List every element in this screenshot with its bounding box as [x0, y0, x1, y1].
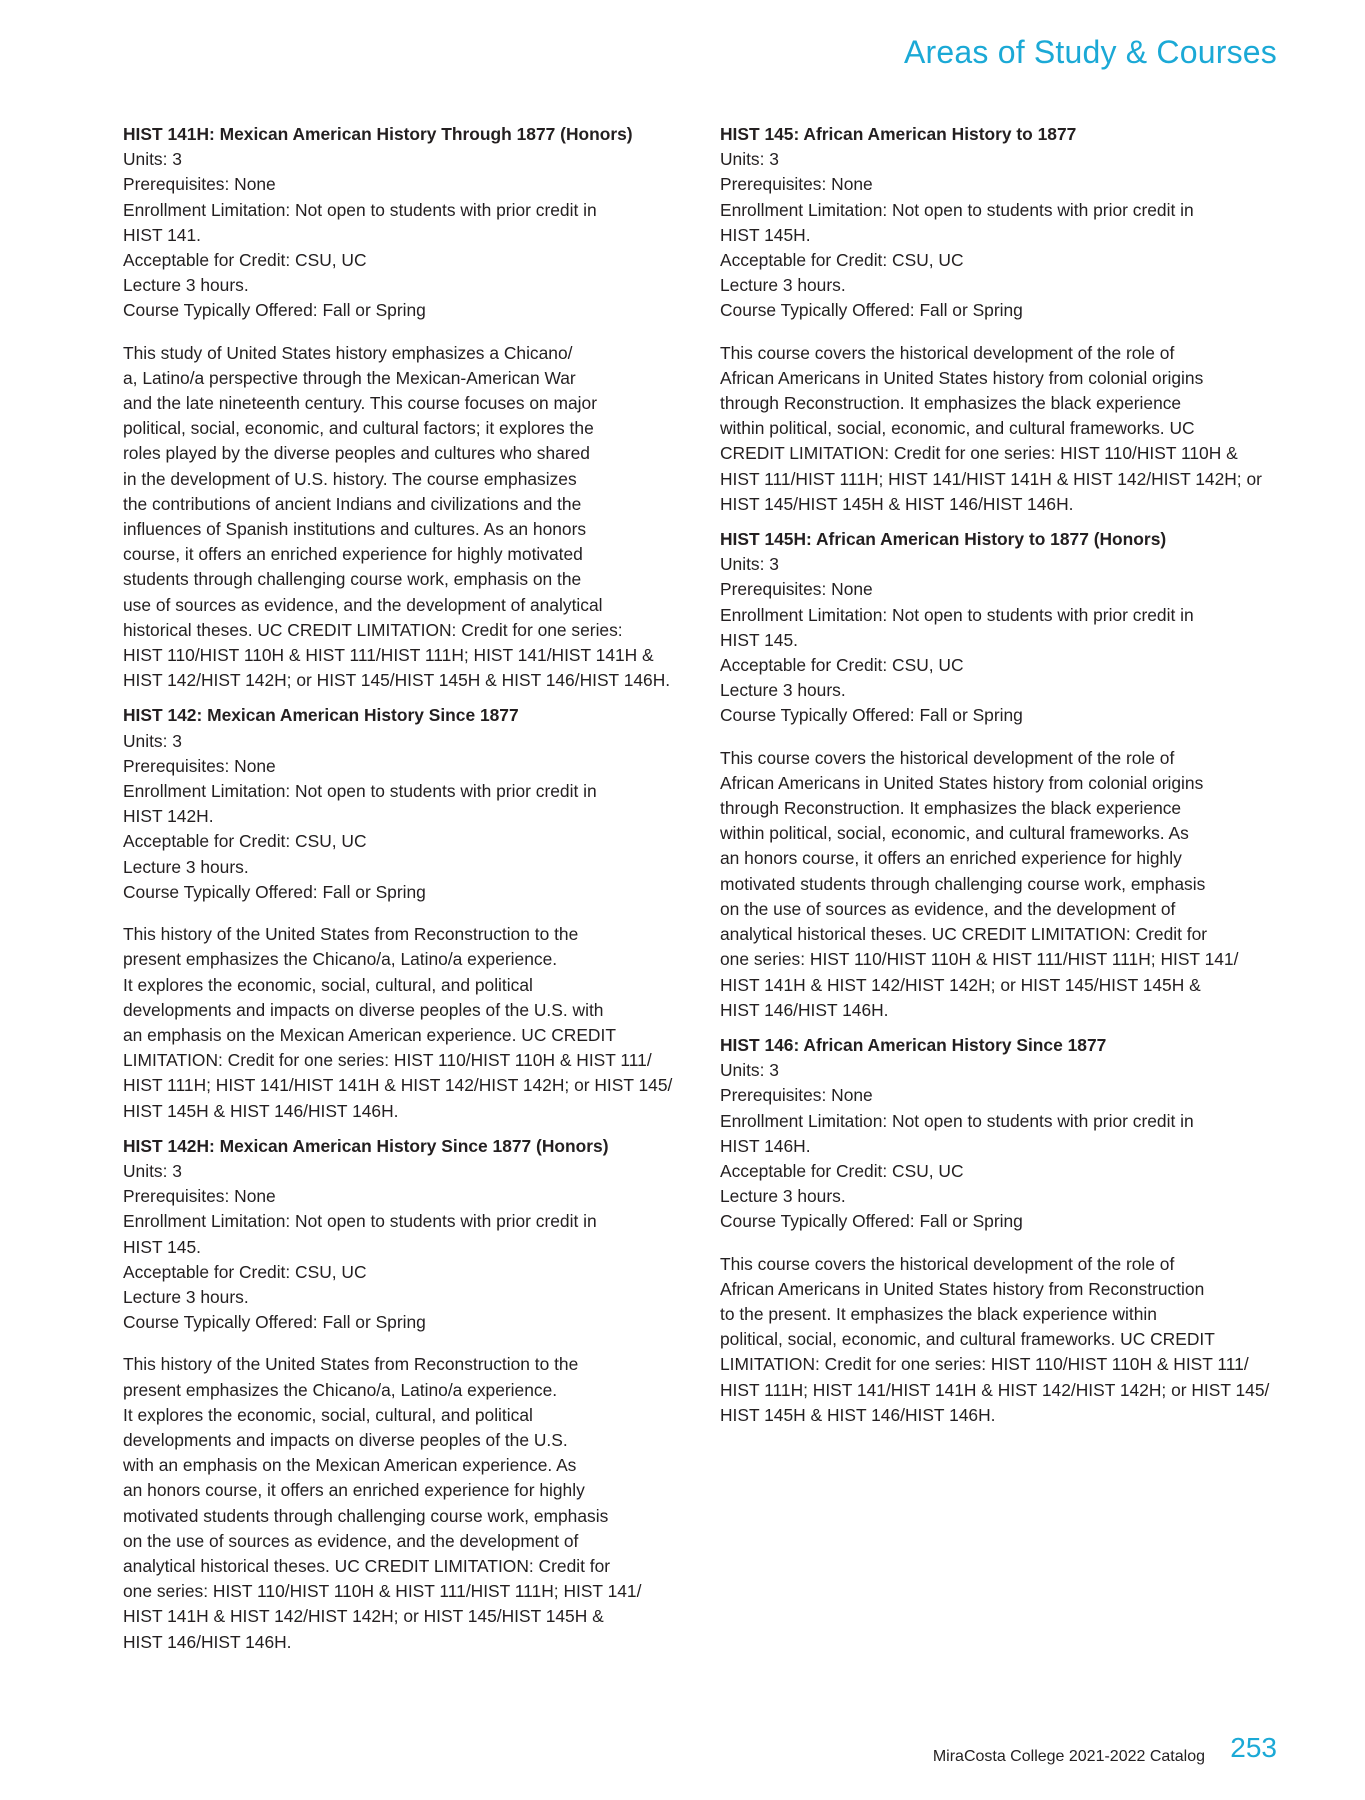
- course-description: [123, 922, 683, 1124]
- desc-line: This history of the United States from Reconstruction to the: [123, 924, 579, 945]
- right-column: [720, 122, 1280, 1438]
- desc-line: developments and impacts on diverse peoples of the U.S. with: [123, 999, 604, 1020]
- course-title: HIST 142: Mexican American History Since 1877: [123, 705, 519, 726]
- desc-line: and the late nineteenth century. This course focuses on major: [123, 393, 598, 414]
- course-prerequisites: Prerequisites: None: [720, 579, 873, 600]
- course-credit: Acceptable for Credit: CSU, UC: [123, 831, 367, 852]
- course-meta: [720, 1058, 1280, 1234]
- course-enrollment-limitation: Enrollment Limitation: Not open to students with prior credit in: [123, 199, 597, 220]
- desc-line: analytical historical theses. UC CREDIT LIMITATION: Credit for: [720, 924, 1208, 945]
- desc-line: political, social, economic, and cultural factors; it explores the: [123, 418, 594, 439]
- desc-line: through Reconstruction. It emphasizes the black experience: [720, 798, 1182, 819]
- desc-line: course, it offers an enriched experience for highly motivated: [123, 544, 583, 565]
- course-offered: Course Typically Offered: Fall or Spring: [123, 881, 426, 902]
- course-enrollment-limitation: Enrollment Limitation: Not open to students with prior credit in: [720, 604, 1194, 625]
- course-prerequisites: Prerequisites: None: [123, 755, 276, 776]
- course-title: HIST 141H: Mexican American History Through 1877 (Honors): [123, 124, 633, 144]
- course-credit: Acceptable for Credit: CSU, UC: [720, 250, 964, 271]
- course-lecture-hours: Lecture 3 hours.: [123, 856, 249, 877]
- desc-line: the contributions of ancient Indians and civilizations and the: [123, 493, 582, 514]
- desc-line: This study of United States history emphasizes a Chicano/: [123, 342, 573, 363]
- course-offered: Course Typically Offered: Fall or Spring: [123, 300, 426, 321]
- course-prerequisites: Prerequisites: None: [720, 1085, 873, 1106]
- desc-line: with an emphasis on the Mexican American experience. As: [123, 1455, 577, 1476]
- desc-line: motivated students through challenging course work, emphasis: [720, 873, 1206, 894]
- desc-line: an honors course, it offers an enriched experience for highly: [123, 1480, 585, 1501]
- page-header-title: Areas of Study & Courses: [904, 34, 1277, 70]
- desc-line: in the development of U.S. history. The course emphasizes: [123, 468, 577, 489]
- course-offered: Course Typically Offered: Fall or Spring: [720, 705, 1023, 726]
- course-prerequisites: Prerequisites: None: [123, 1186, 276, 1207]
- desc-line: within political, social, economic, and cultural frameworks. As: [720, 823, 1189, 844]
- desc-line: historical theses. UC CREDIT LIMITATION: Credit for one series:: [123, 619, 623, 640]
- desc-line: CREDIT LIMITATION: Credit for one series: HIST 110/HIST 110H &: [720, 443, 1238, 464]
- course-lecture-hours: Lecture 3 hours.: [720, 680, 846, 701]
- course-hist-145h: [720, 527, 1280, 1023]
- desc-line: on the use of sources as evidence, and the development of: [123, 1530, 579, 1551]
- course-lecture-hours: Lecture 3 hours.: [720, 1186, 846, 1207]
- course-lecture-hours: Lecture 3 hours.: [123, 1286, 249, 1307]
- course-offered: Course Typically Offered: Fall or Spring: [720, 300, 1023, 321]
- desc-line: HIST 145/HIST 145H & HIST 146/HIST 146H.: [720, 493, 1074, 514]
- desc-line: present emphasizes the Chicano/a, Latino/a experience.: [123, 1379, 558, 1400]
- course-credit: Acceptable for Credit: CSU, UC: [123, 1261, 367, 1282]
- desc-line: on the use of sources as evidence, and the development of: [720, 898, 1176, 919]
- course-description: [720, 341, 1280, 517]
- desc-line: an honors course, it offers an enriched experience for highly: [720, 848, 1182, 869]
- course-hist-142h: [123, 1134, 683, 1655]
- desc-line: HIST 111H; HIST 141/HIST 141H & HIST 142/HIST 142H; or HIST 145/: [123, 1075, 673, 1096]
- course-description: [123, 1352, 683, 1654]
- desc-line: political, social, economic, and cultural frameworks. UC CREDIT: [720, 1329, 1215, 1350]
- course-lecture-hours: Lecture 3 hours.: [123, 275, 249, 296]
- course-title: HIST 145H: African American History to 1877 (Honors): [720, 529, 1167, 550]
- desc-line: This course covers the historical development of the role of: [720, 342, 1175, 363]
- desc-line: to the present. It emphasizes the black experience within: [720, 1303, 1157, 1324]
- course-enrollment-limitation-cont: HIST 146H.: [720, 1135, 811, 1156]
- desc-line: HIST 111/HIST 111H; HIST 141/HIST 141H & HIST 142/HIST 142H; or: [720, 468, 1262, 489]
- desc-line: use of sources as evidence, and the development of analytical: [123, 594, 603, 615]
- desc-line: an emphasis on the Mexican American experience. UC CREDIT: [123, 1024, 616, 1045]
- course-enrollment-limitation-cont: HIST 145.: [720, 629, 798, 650]
- course-enrollment-limitation-cont: HIST 145.: [123, 1236, 201, 1257]
- course-credit: Acceptable for Credit: CSU, UC: [720, 655, 964, 676]
- desc-line: African Americans in United States history from colonial origins: [720, 367, 1204, 388]
- desc-line: within political, social, economic, and cultural frameworks. UC: [720, 418, 1195, 439]
- desc-line: African Americans in United States history from colonial origins: [720, 772, 1204, 793]
- course-hist-141h: [123, 122, 683, 693]
- course-units: Units: 3: [123, 1160, 182, 1181]
- course-description: [720, 746, 1280, 1023]
- footer-catalog-text: MiraCosta College 2021-2022 Catalog: [932, 1748, 1205, 1765]
- course-description: [720, 1252, 1280, 1428]
- course-enrollment-limitation-cont: HIST 145H.: [720, 224, 811, 245]
- desc-line: through Reconstruction. It emphasizes the black experience: [720, 393, 1182, 414]
- desc-line: HIST 145H & HIST 146/HIST 146H.: [720, 1404, 996, 1425]
- desc-line: It explores the economic, social, cultural, and political: [123, 1404, 533, 1425]
- desc-line: HIST 141H & HIST 142/HIST 142H; or HIST 145/HIST 145H &: [123, 1606, 604, 1627]
- desc-line: a, Latino/a perspective through the Mexican-American War: [123, 367, 576, 388]
- course-enrollment-limitation-cont: HIST 141.: [123, 224, 201, 245]
- course-credit: Acceptable for Credit: CSU, UC: [720, 1160, 964, 1181]
- desc-line: African Americans in United States history from Reconstruction: [720, 1278, 1205, 1299]
- desc-line: influences of Spanish institutions and cultures. As an honors: [123, 519, 587, 540]
- course-enrollment-limitation: Enrollment Limitation: Not open to students with prior credit in: [123, 781, 597, 802]
- course-hist-145: [720, 122, 1280, 517]
- course-enrollment-limitation: Enrollment Limitation: Not open to students with prior credit in: [720, 1110, 1194, 1131]
- desc-line: HIST 111H; HIST 141/HIST 141H & HIST 142/HIST 142H; or HIST 145/: [720, 1379, 1270, 1400]
- desc-line: This course covers the historical development of the role of: [720, 747, 1175, 768]
- course-meta: [720, 552, 1280, 728]
- course-meta: [123, 147, 683, 323]
- course-offered: Course Typically Offered: Fall or Spring: [720, 1211, 1023, 1232]
- course-description: [123, 341, 683, 694]
- desc-line: roles played by the diverse peoples and cultures who shared: [123, 443, 590, 464]
- course-units: Units: 3: [720, 1060, 779, 1081]
- course-units: Units: 3: [123, 730, 182, 751]
- course-enrollment-limitation-cont: HIST 142H.: [123, 806, 214, 827]
- desc-line: This course covers the historical development of the role of: [720, 1253, 1175, 1274]
- course-lecture-hours: Lecture 3 hours.: [720, 275, 846, 296]
- desc-line: motivated students through challenging course work, emphasis: [123, 1505, 609, 1526]
- course-prerequisites: Prerequisites: None: [720, 174, 873, 195]
- course-hist-142: [123, 703, 683, 1123]
- course-units: Units: 3: [123, 149, 182, 170]
- course-title: HIST 146: African American History Since 1877: [720, 1034, 1107, 1055]
- desc-line: analytical historical theses. UC CREDIT LIMITATION: Credit for: [123, 1555, 611, 1576]
- course-meta: [720, 147, 1280, 323]
- left-column: [123, 122, 683, 1665]
- desc-line: one series: HIST 110/HIST 110H & HIST 111/HIST 111H; HIST 141/: [123, 1581, 642, 1602]
- desc-line: HIST 142/HIST 142H; or HIST 145/HIST 145H & HIST 146/HIST 146H.: [123, 670, 671, 691]
- course-prerequisites: Prerequisites: None: [123, 174, 276, 195]
- course-meta: [123, 1159, 683, 1335]
- course-hist-146: [720, 1033, 1280, 1428]
- course-title: HIST 142H: Mexican American History Since 1877 (Honors): [123, 1135, 609, 1156]
- desc-line: HIST 146/HIST 146H.: [123, 1631, 292, 1652]
- desc-line: HIST 141H & HIST 142/HIST 142H; or HIST 145/HIST 145H &: [720, 974, 1201, 995]
- desc-line: students through challenging course work, emphasis on the: [123, 569, 582, 590]
- desc-line: developments and impacts on diverse peoples of the U.S.: [123, 1429, 568, 1450]
- desc-line: one series: HIST 110/HIST 110H & HIST 111/HIST 111H; HIST 141/: [720, 949, 1239, 970]
- desc-line: HIST 110/HIST 110H & HIST 111/HIST 111H; HIST 141/HIST 141H &: [123, 645, 654, 666]
- desc-line: LIMITATION: Credit for one series: HIST 110/HIST 110H & HIST 111/: [720, 1354, 1249, 1375]
- desc-line: LIMITATION: Credit for one series: HIST 110/HIST 110H & HIST 111/: [123, 1050, 652, 1071]
- course-credit: Acceptable for Credit: CSU, UC: [123, 250, 367, 271]
- course-title: HIST 145: African American History to 1877: [720, 124, 1077, 144]
- desc-line: It explores the economic, social, cultural, and political: [123, 974, 533, 995]
- desc-line: HIST 146/HIST 146H.: [720, 999, 889, 1020]
- course-units: Units: 3: [720, 149, 779, 170]
- course-offered: Course Typically Offered: Fall or Spring: [123, 1312, 426, 1333]
- desc-line: This history of the United States from Reconstruction to the: [123, 1354, 579, 1375]
- desc-line: present emphasizes the Chicano/a, Latino/a experience.: [123, 949, 558, 970]
- course-units: Units: 3: [720, 554, 779, 575]
- page-number: 253: [1230, 1732, 1277, 1763]
- course-meta: [123, 729, 683, 905]
- course-enrollment-limitation: Enrollment Limitation: Not open to students with prior credit in: [123, 1211, 597, 1232]
- desc-line: HIST 145H & HIST 146/HIST 146H.: [123, 1100, 399, 1121]
- course-enrollment-limitation: Enrollment Limitation: Not open to students with prior credit in: [720, 199, 1194, 220]
